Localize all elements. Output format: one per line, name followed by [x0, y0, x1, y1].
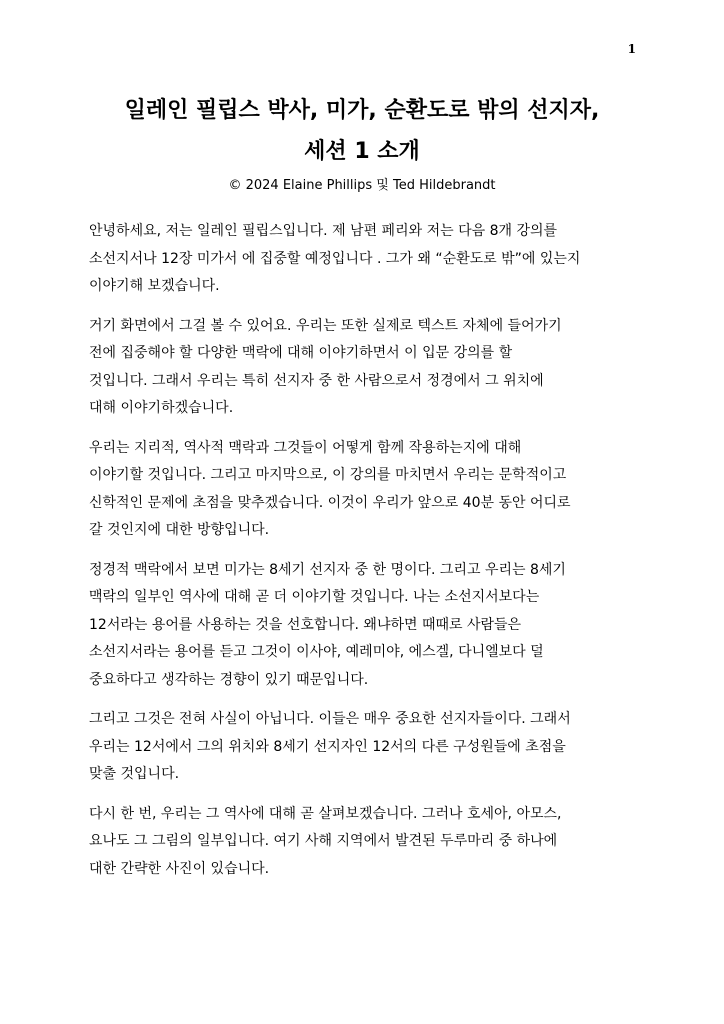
- paragraph: [89, 218, 649, 301]
- text-line: 거기 화면에서 그걸 볼 수 있어요. 우리는 또한 실제로 텍스트 자체에 들어가기: [89, 317, 562, 334]
- page-number: 1: [627, 42, 636, 56]
- text-line: 갈 것인지에 대한 방향입니다.: [89, 522, 270, 538]
- body-text: [89, 218, 649, 895]
- text-line: 맞출 것입니다.: [89, 766, 180, 782]
- text-line: 12서라는 용어를 사용하는 것을 선호합니다. 왜냐하면 때때로 사람들은: [89, 616, 522, 633]
- text-line: 전에 집중해야 할 다양한 맥락에 대해 이야기하면서 이 입문 강의를 할: [89, 345, 513, 361]
- paragraph: [89, 706, 649, 789]
- text-line: 대한 간략한 사진이 있습니다.: [89, 860, 270, 877]
- paragraph: [89, 801, 649, 884]
- text-line: 그리고 그것은 전혀 사실이 아닙니다. 이들은 매우 중요한 선지자들이다. 그래서: [89, 711, 571, 727]
- text-line: 정경적 맥락에서 보면 미가는 8세기 선지자 중 한 명이다. 그리고 우리는 8세기: [89, 561, 566, 578]
- text-line: 소선지서나 12장 미가서 에 집중할 예정입니다 . 그가 왜 “순환도로 밖”에 있는지: [89, 250, 581, 267]
- text-line: 중요하다고 생각하는 경향이 있기 때문입니다.: [89, 671, 369, 688]
- text-line: 요나도 그 그림의 일부입니다. 여기 사해 지역에서 발견된 두루마리 중 하나에: [89, 833, 558, 849]
- text-line: 것입니다. 그래서 우리는 특히 선지자 중 한 사람으로서 정경에서 그 위치에: [89, 372, 544, 389]
- paragraph: [89, 313, 649, 423]
- text-line: 우리는 지리적, 역사적 맥락과 그것들이 어떻게 함께 작용하는지에 대해: [89, 439, 522, 456]
- text-line: 신학적인 문제에 초점을 맞추겠습니다. 이것이 우리가 앞으로 40분 동안 어디로: [89, 494, 571, 511]
- text-line: 맥락의 일부인 역사에 대해 곧 더 이야기할 것입니다. 나는 소선지서보다는: [89, 589, 540, 605]
- text-line: 다시 한 번, 우리는 그 역사에 대해 곧 살펴보겠습니다. 그러나 호세아, 아모스,: [89, 805, 562, 822]
- title-line: 세션 1 소개: [304, 139, 420, 164]
- copyright-notice: © 2024 Elaine Phillips 및 Ted Hildebrandt: [228, 178, 496, 193]
- text-line: 소선지서라는 용어를 듣고 그것이 이사야, 예레미야, 에스겔, 다니엘보다 덜: [89, 644, 544, 660]
- paragraph: [89, 435, 649, 545]
- document-title: [60, 90, 664, 172]
- text-line: 이야기해 보겠습니다.: [89, 278, 220, 294]
- text-line: 우리는 12서에서 그의 위치와 8세기 선지자인 12서의 다른 구성원들에 초점을: [89, 738, 566, 755]
- text-line: 안녕하세요, 저는 일레인 필립스입니다. 제 남편 페리와 저는 다음 8개 강의를: [89, 223, 558, 239]
- text-line: 대해 이야기하겠습니다.: [89, 400, 234, 416]
- title-line: 일레인 필립스 박사, 미가, 순환도로 밖의 선지자,: [124, 98, 600, 123]
- text-line: 이야기할 것입니다. 그리고 마지막으로, 이 강의를 마치면서 우리는 문학적이고: [89, 467, 567, 483]
- paragraph: [89, 557, 649, 695]
